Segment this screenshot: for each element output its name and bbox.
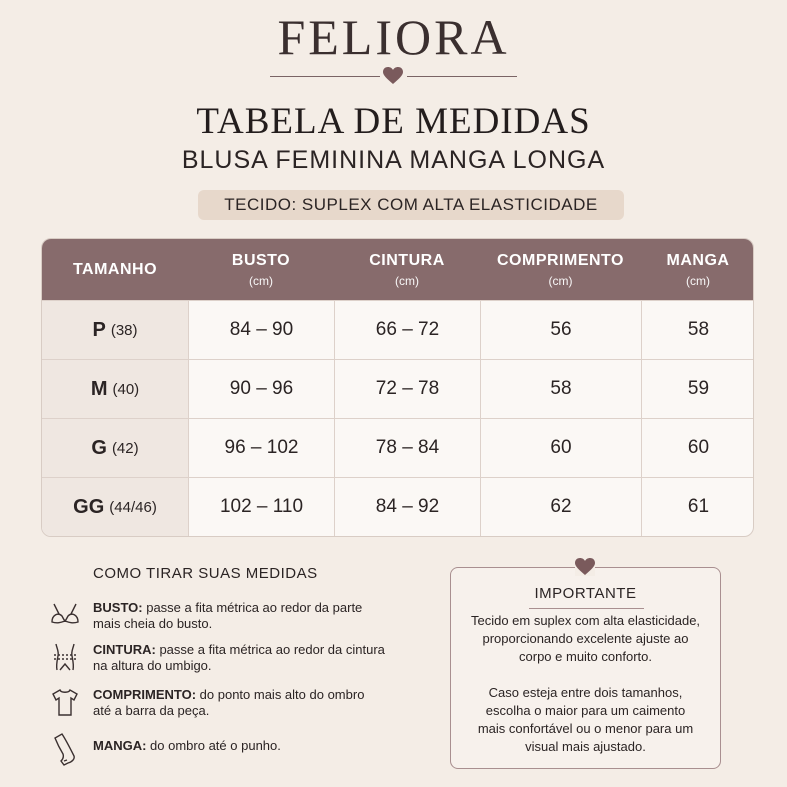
size-label: M xyxy=(90,377,108,400)
comprimento-cell: 58 xyxy=(480,360,641,418)
table-header xyxy=(42,239,753,300)
page-subtitle: BLUSA FEMININA MANGA LONGA xyxy=(181,146,606,174)
size-equivalent: (38) xyxy=(110,321,138,339)
header-manga xyxy=(641,239,754,300)
header-unit: (cm) xyxy=(249,273,273,288)
cintura-cell: 66 – 72 xyxy=(334,301,480,359)
size-cell xyxy=(42,419,188,477)
how-to-text xyxy=(93,738,423,754)
important-box xyxy=(450,567,721,769)
manga-cell: 60 xyxy=(641,419,754,477)
size-equivalent: (42) xyxy=(111,439,139,457)
how-to-text xyxy=(93,687,423,719)
header-label: CINTURA xyxy=(369,251,445,269)
line2: mais cheia do busto. xyxy=(93,616,213,631)
brand-logo: FELIORA xyxy=(277,9,510,65)
brand-divider xyxy=(270,66,517,88)
header-cintura xyxy=(334,239,480,300)
line1: do ponto mais alto do ombro xyxy=(196,687,365,702)
busto-cell: 84 – 90 xyxy=(188,301,334,359)
comprimento-cell: 62 xyxy=(480,478,641,536)
manga-cell: 59 xyxy=(641,360,754,418)
line2: na altura do umbigo. xyxy=(93,658,212,673)
size-label: G xyxy=(91,436,107,459)
table-row xyxy=(42,300,753,359)
line1: passe a fita métrica ao redor da cintura xyxy=(155,642,385,657)
text-line: mais confortável ou o menor para um xyxy=(477,721,694,736)
header-tamanho xyxy=(42,239,188,300)
important-paragraph-2 xyxy=(459,684,712,756)
size-label: GG xyxy=(73,495,105,518)
term-label: BUSTO: xyxy=(93,600,143,615)
cintura-cell: 84 – 92 xyxy=(334,478,480,536)
header-label: TAMANHO xyxy=(72,260,158,278)
header-busto xyxy=(188,239,334,300)
header-unit: (cm) xyxy=(548,273,573,288)
important-title: IMPORTANTE xyxy=(534,585,637,602)
busto-cell: 102 – 110 xyxy=(188,478,334,536)
bra-icon xyxy=(50,600,80,630)
important-paragraph-1 xyxy=(459,612,712,666)
manga-cell: 58 xyxy=(641,301,754,359)
table-row xyxy=(42,359,753,418)
busto-cell: 90 – 96 xyxy=(188,360,334,418)
divider-line-right xyxy=(407,76,517,77)
comprimento-cell: 60 xyxy=(480,419,641,477)
how-to-text xyxy=(93,600,423,632)
size-table xyxy=(41,238,754,537)
sleeve-icon xyxy=(50,732,80,768)
size-equivalent: (44/46) xyxy=(109,498,157,516)
waist-icon xyxy=(50,642,80,672)
term-label: MANGA: xyxy=(93,738,147,753)
line1: do ombro até o punho. xyxy=(146,738,281,753)
text-line: visual mais ajustado. xyxy=(525,739,646,754)
term-label: CINTURA: xyxy=(93,642,156,657)
table-row xyxy=(42,477,753,536)
cintura-cell: 78 – 84 xyxy=(334,419,480,477)
size-cell xyxy=(42,301,188,359)
important-divider xyxy=(529,608,644,609)
header-label: COMPRIMENTO xyxy=(497,251,624,269)
heart-icon xyxy=(575,558,595,576)
divider-line-left xyxy=(270,76,380,77)
header-unit: (cm) xyxy=(395,273,419,288)
header-unit: (cm) xyxy=(686,273,710,288)
text-line: escolha o maior para um caimento xyxy=(485,703,686,718)
cintura-cell: 72 – 78 xyxy=(334,360,480,418)
comprimento-cell: 56 xyxy=(480,301,641,359)
manga-cell: 61 xyxy=(641,478,754,536)
header-label: BUSTO xyxy=(231,251,291,269)
text-line: Caso esteja entre dois tamanhos, xyxy=(488,685,683,700)
header-label: MANGA xyxy=(666,251,730,269)
size-equivalent: (40) xyxy=(112,380,140,398)
term-label: COMPRIMENTO: xyxy=(93,687,197,702)
page-title: TABELA DE MEDIDAS xyxy=(196,101,591,142)
tshirt-icon xyxy=(50,687,80,717)
table-row xyxy=(42,418,753,477)
busto-cell: 96 – 102 xyxy=(188,419,334,477)
fabric-badge: TECIDO: SUPLEX COM ALTA ELASTICIDADE xyxy=(198,190,624,220)
size-cell xyxy=(42,478,188,536)
heart-icon xyxy=(383,67,403,85)
size-label: P xyxy=(92,318,106,341)
how-to-title: COMO TIRAR SUAS MEDIDAS xyxy=(93,565,318,582)
line2: até a barra da peça. xyxy=(93,703,210,718)
text-line: Tecido em suplex com alta elasticidade, xyxy=(470,613,701,628)
text-line: corpo e muito conforto. xyxy=(519,649,652,664)
line1: passe a fita métrica ao redor da parte xyxy=(142,600,363,615)
text-line: proporcionando excelente ajuste ao xyxy=(482,631,689,646)
how-to-text xyxy=(93,642,423,674)
header-comprimento xyxy=(480,239,641,300)
size-cell xyxy=(42,360,188,418)
